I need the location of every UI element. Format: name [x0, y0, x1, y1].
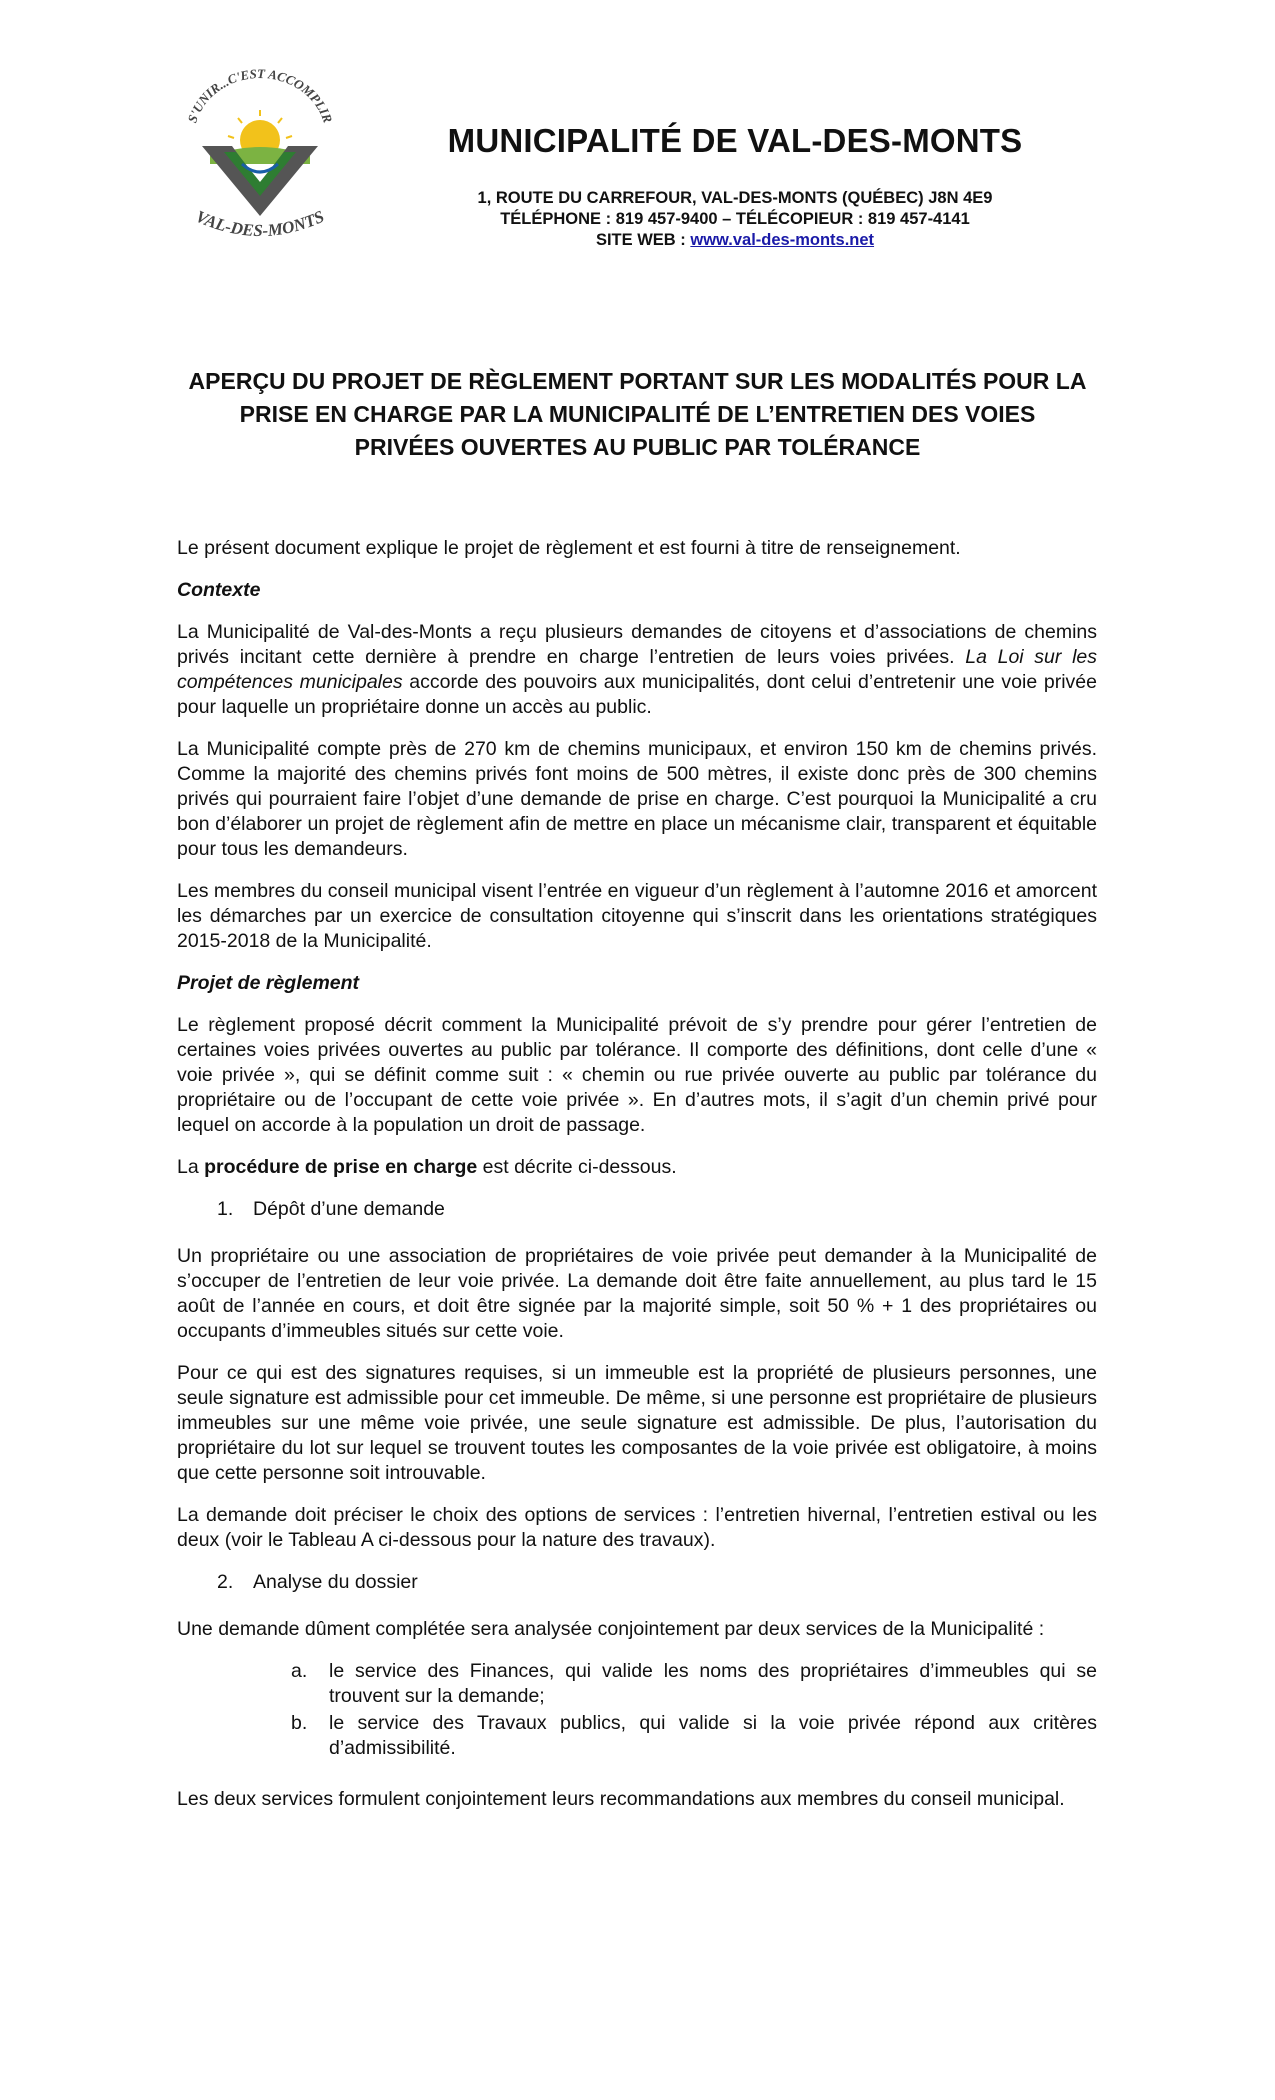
intro-paragraph: Le présent document explique le projet de règlement et est fourni à titre de renseignement.: [177, 537, 961, 559]
contexte-p1-text-b: accorde des pouvoirs aux municipalités, dont celui d’entretenir une voie privée pour laquelle un propriétaire donne un accès au public.: [177, 671, 1097, 718]
sublist-item-a-letter: a.: [291, 1660, 308, 1682]
website-label: SITE WEB :: [595, 231, 691, 249]
procedure-text-a: La: [177, 1156, 205, 1178]
title-line-2: PRISE EN CHARGE PAR LA MUNICIPALITÉ DE L’ENTRETIEN DES VOIES: [239, 401, 1036, 427]
contexte-p1-text-a: La Municipalité de Val-des-Monts a reçu plusieurs demandes de citoyens et d’associations de chemins privés incitant cette dernière à prendre en charge l’entretien de leurs voies privées.: [177, 621, 1097, 668]
contexte-p1-law-name: La Loi sur les compétences municipales: [177, 646, 1098, 693]
contexte-paragraph-3: Les membres du conseil municipal visent l’entrée en vigueur d’un règlement à l’automne 2016 et amorcent les démarches par un exercice de consultation citoyenne qui s’inscrit dans les orientations stratégiques 2015-2018 de la Municipalité.: [177, 880, 1097, 952]
list-item-1-label: Dépôt d’une demande: [253, 1198, 445, 1220]
sublist-item-a-text: le service des Finances, qui valide les noms des propriétaires d’immeubles qui se trouvent sur la demande;: [329, 1660, 1097, 1707]
svg-text:S'UNIR...C'EST ACCOMPLIR: [184, 68, 335, 125]
title-line-1: APERÇU DU PROJET DE RÈGLEMENT PORTANT SUR LES MODALITÉS POUR LA: [188, 368, 1087, 394]
list-item-2-number: 2.: [217, 1571, 234, 1593]
list-item-2-sublist: [253, 1659, 1097, 1761]
document-body: [177, 536, 1097, 1829]
contexte-paragraph-1: [177, 620, 1097, 720]
procedure-text-b: est décrite ci-dessous.: [477, 1156, 677, 1178]
contexte-paragraph-2: La Municipalité compte près de 270 km de chemins municipaux, et environ 150 km de chemins privés. Comme la majorité des chemins privés font moins de 500 mètres, il existe donc près de 300 chemins privés qui pourraient faire l’objet d’une demande de prise en charge. C’est pourquoi la Municipalité a cru bon d’élaborer un projet de règlement afin de mettre en place un mécanisme clair, transparent et équitable pour tous les demandeurs.: [177, 738, 1097, 860]
organization-contact: [410, 188, 1060, 251]
sublist-item-b-text: le service des Travaux publics, qui valide si la voie privée répond aux critères d’admissibilité.: [329, 1712, 1097, 1759]
sublist-item-b-letter: b.: [291, 1712, 308, 1734]
list-item-1-title: [177, 1197, 1097, 1222]
list-item-1-paragraph-3: La demande doit préciser le choix des options de services : l’entretien hivernal, l’entretien estival ou les deux (voir le Tableau A ci-dessous pour la nature des travaux).: [177, 1504, 1097, 1551]
list-item-1-paragraph-1: Un propriétaire ou une association de propriétaires de voie privée peut demander à la Municipalité de s’occuper de l’entretien de leur voie privée. La demande doit être faite annuellement, au plus tard le 15 août de l’année en cours, et doit être signée par la majorité simple, soit 50 % + 1 des propriétaires ou occupants d’immeubles situés sur cette voie.: [177, 1245, 1097, 1342]
logo-emblem-icon: [180, 68, 340, 258]
logo-bottom-text: VAL-DES-MONTS: [192, 206, 328, 241]
logo-top-text: S'UNIR...C'EST ACCOMPLIR: [184, 68, 336, 125]
sublist-item-a: [253, 1659, 1097, 1709]
list-item-1-number: 1.: [217, 1198, 234, 1220]
sublist-item-b: [253, 1711, 1097, 1761]
projet-paragraph-1: Le règlement proposé décrit comment la Municipalité prévoit de s’y prendre pour gérer l’entretien de certaines voies privées ouvertes au public par tolérance. Il comporte des définitions, dont celle d’une « voie privée », qui se définit comme suit : « chemin ou rue privée ouverte au public par tolérance du propriétaire ou de l’occupant de cette voie privée ». En d’autres mots, il s’agit d’un chemin privé pour lequel on accorde à la population un droit de passage.: [177, 1014, 1097, 1136]
document-title: [160, 365, 1115, 464]
website-link[interactable]: www.val-des-monts.net: [690, 231, 875, 249]
website-line: [410, 230, 1060, 251]
list-item-2-label: Analyse du dossier: [253, 1571, 418, 1593]
municipality-logo: [180, 68, 340, 258]
address-line: 1, ROUTE DU CARREFOUR, VAL-DES-MONTS (QUÉBEC) J8N 4E9: [477, 189, 993, 207]
organization-name: MUNICIPALITÉ DE VAL-DES-MONTS: [447, 122, 1023, 159]
list-item-2-paragraph-1: Une demande dûment complétée sera analysée conjointement par deux services de la Municipalité :: [177, 1618, 1045, 1640]
section-heading-contexte: Contexte: [177, 579, 261, 601]
title-line-3: PRIVÉES OUVERTES AU PUBLIC PAR TOLÉRANCE: [354, 434, 921, 460]
phone-fax-line: TÉLÉPHONE : 819 457-9400 – TÉLÉCOPIEUR : 819 457-4141: [500, 210, 970, 228]
list-item-1-paragraph-2: Pour ce qui est des signatures requises, si un immeuble est la propriété de plusieurs personnes, une seule signature est admissible pour cet immeuble. De même, si une personne est propriétaire de plusieurs immeubles sur une même voie privée, une seule signature est admissible. De plus, l’autorisation du propriétaire du lot sur lequel se trouvent toutes les composantes de la voie privée est obligatoire, à moins que cette personne soit introuvable.: [177, 1362, 1097, 1484]
procedure-paragraph: [177, 1155, 1097, 1180]
procedure-strong-text: procédure de prise en charge: [204, 1156, 478, 1178]
list-item-2-paragraph-2: Les deux services formulent conjointement leurs recommandations aux membres du conseil municipal.: [177, 1788, 1065, 1810]
section-heading-projet: Projet de règlement: [177, 972, 360, 994]
list-item-2-title: [177, 1570, 1097, 1595]
